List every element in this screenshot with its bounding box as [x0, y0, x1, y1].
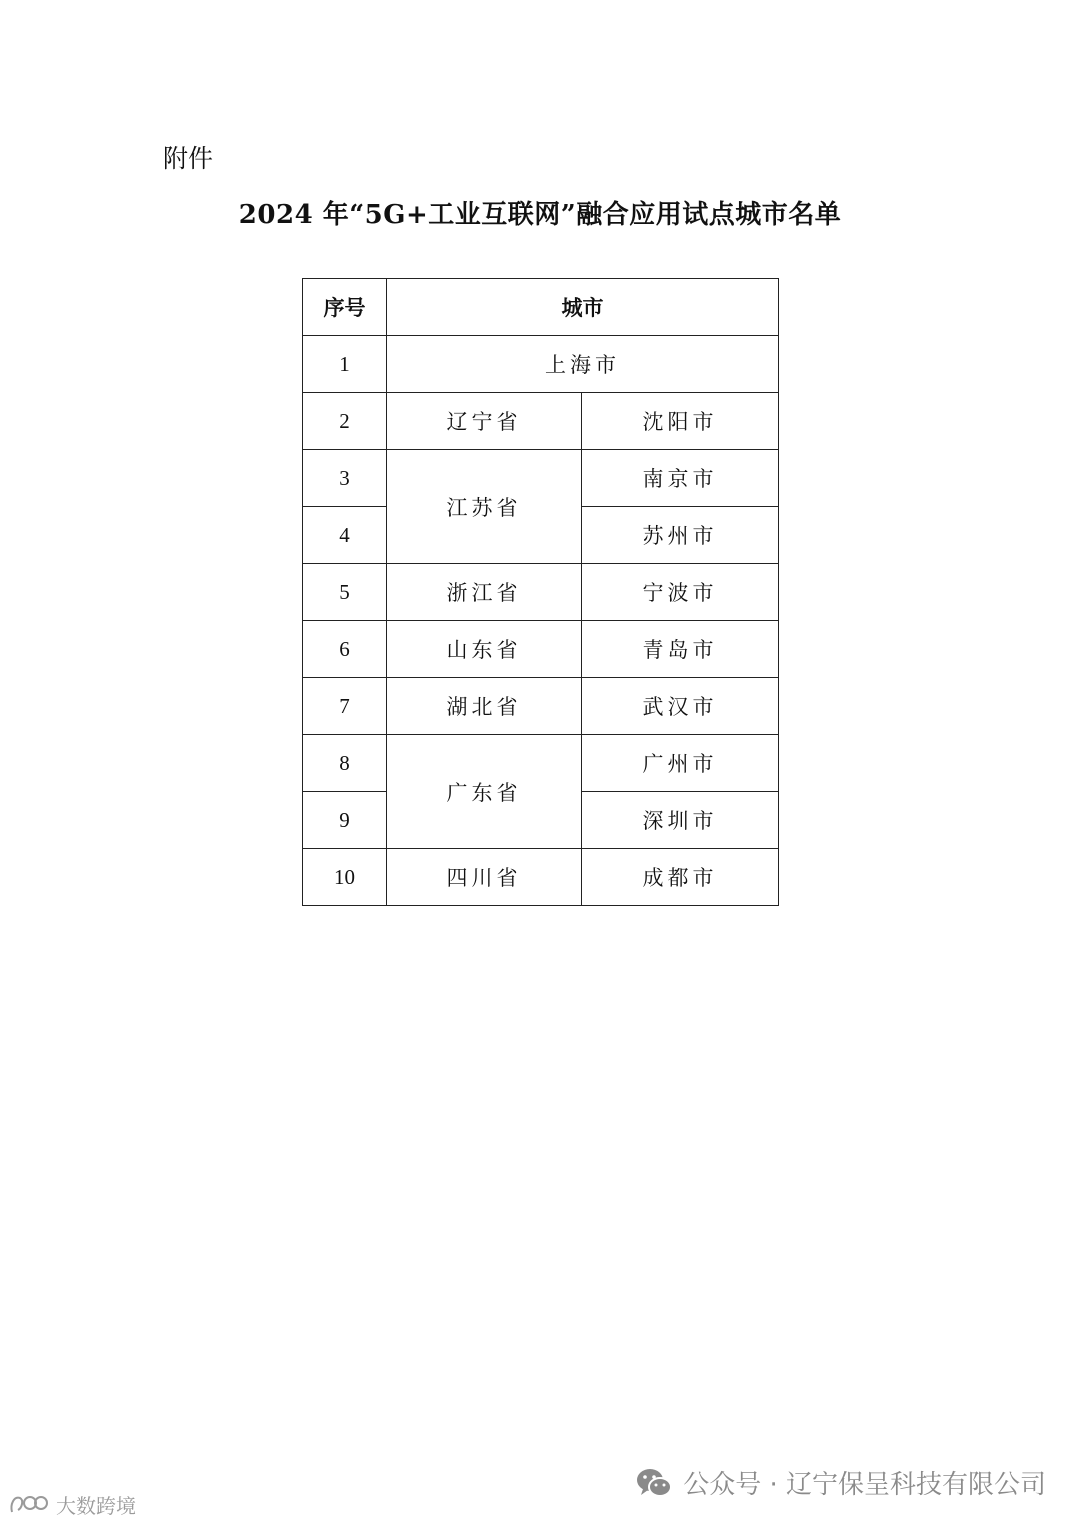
row-index: 1 — [303, 336, 387, 393]
table-row — [303, 621, 779, 678]
row-city: 宁波市 — [582, 564, 779, 621]
watermark-left — [8, 1490, 136, 1519]
row-index: 6 — [303, 621, 387, 678]
row-city: 成都市 — [582, 849, 779, 906]
document-title: 2024 年“5G+工业互联网”融合应用试点城市名单 — [238, 200, 842, 230]
logo-mark-icon — [8, 1492, 50, 1518]
row-city: 武汉市 — [582, 678, 779, 735]
row-province: 广东省 — [387, 735, 582, 849]
row-province: 山东省 — [387, 621, 582, 678]
watermark-right — [635, 1464, 1046, 1501]
table-row — [303, 735, 779, 792]
watermark-right-text: 公众号 · 辽宁保呈科技有限公司 — [683, 1470, 1046, 1500]
row-city: 深圳市 — [582, 792, 779, 849]
row-index: 3 — [303, 450, 387, 507]
row-province: 湖北省 — [387, 678, 582, 735]
row-index: 7 — [303, 678, 387, 735]
row-province: 浙江省 — [387, 564, 582, 621]
table-header-row — [303, 279, 779, 336]
row-index: 9 — [303, 792, 387, 849]
row-index: 4 — [303, 507, 387, 564]
row-index: 5 — [303, 564, 387, 621]
row-province: 辽宁省 — [387, 393, 582, 450]
row-index: 2 — [303, 393, 387, 450]
watermark-left-text: 大数跨境 — [56, 1494, 136, 1518]
row-province: 四川省 — [387, 849, 582, 906]
pilot-city-table — [302, 278, 779, 906]
row-index: 10 — [303, 849, 387, 906]
table-row — [303, 564, 779, 621]
row-index: 8 — [303, 735, 387, 792]
table-row — [303, 678, 779, 735]
table-row — [303, 849, 779, 906]
header-city: 城市 — [387, 279, 779, 336]
table-row — [303, 336, 779, 393]
table-row — [303, 393, 779, 450]
row-city: 南京市 — [582, 450, 779, 507]
row-province: 江苏省 — [387, 450, 582, 564]
row-city: 青岛市 — [582, 621, 779, 678]
row-city: 沈阳市 — [582, 393, 779, 450]
wechat-icon — [635, 1466, 673, 1500]
attachment-label: 附件 — [163, 144, 214, 173]
row-city: 上海市 — [387, 336, 779, 393]
row-city: 广州市 — [582, 735, 779, 792]
table-row — [303, 450, 779, 507]
row-city: 苏州市 — [582, 507, 779, 564]
header-index: 序号 — [303, 279, 387, 336]
